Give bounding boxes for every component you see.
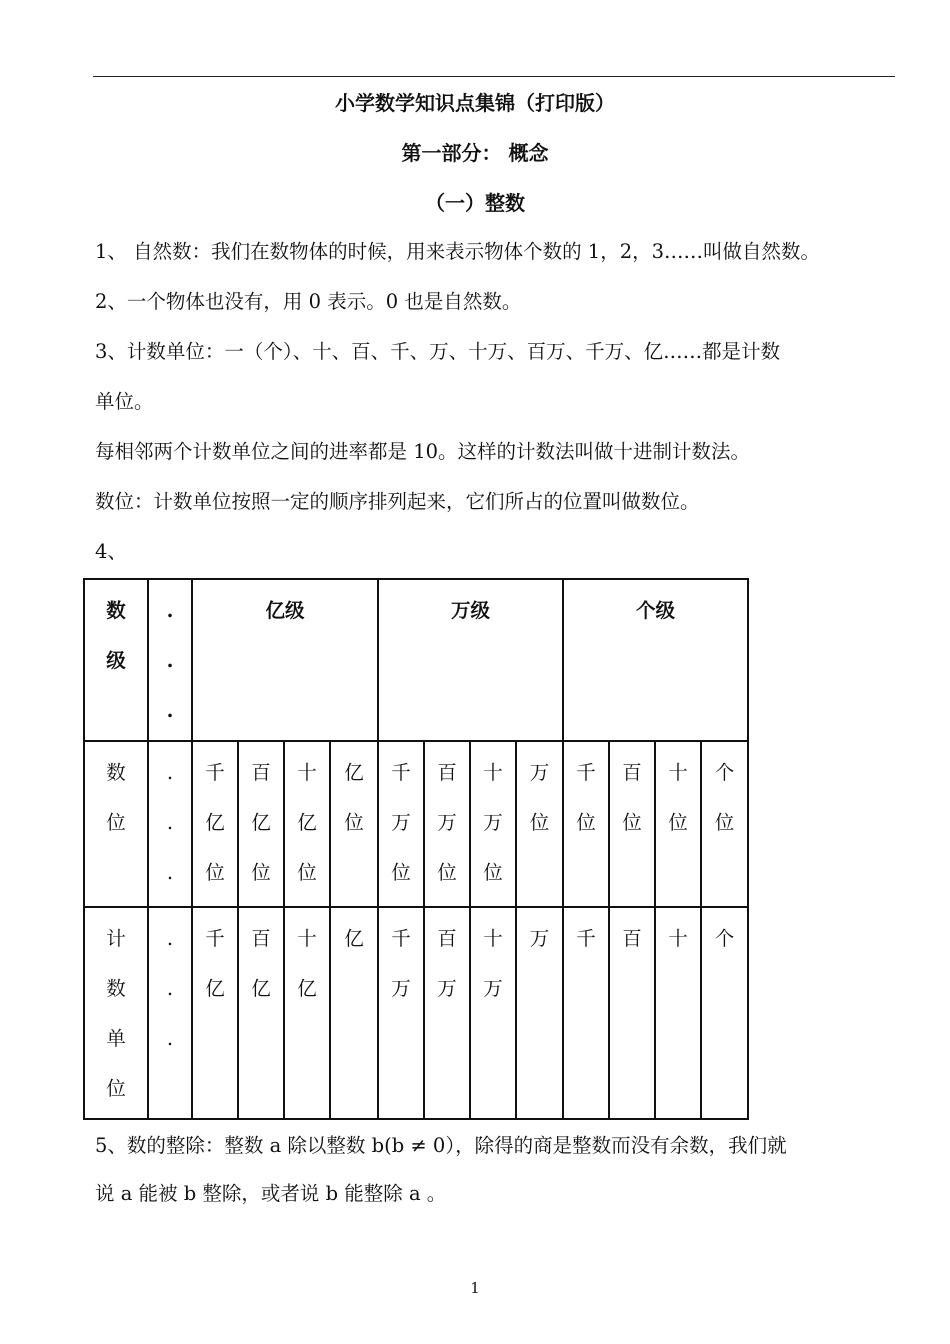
cell-char: 万 — [391, 977, 411, 1000]
table-cell — [424, 907, 470, 1119]
row-label-level — [84, 579, 148, 741]
paragraph-decimal-system: 每相邻两个计数单位之间的进率都是 10。这样的计数法叫做十进制计数法。 — [95, 440, 751, 463]
cell-char: 位 — [391, 861, 411, 884]
part-heading: 第一部分： 概念 — [401, 141, 549, 165]
cell-char: 位 — [714, 811, 735, 834]
cell-char: 位 — [529, 811, 550, 834]
table-cell — [516, 741, 563, 907]
document-title: 小学数学知识点集锦（打印版） — [335, 91, 615, 115]
table-cell — [192, 741, 238, 907]
cell-char: 亿 — [205, 811, 225, 834]
table-cell — [516, 907, 563, 1119]
cell-char: 百 — [622, 761, 642, 784]
row-label-unit — [84, 907, 148, 1119]
table-cell — [655, 907, 701, 1119]
cell-char: 位 — [483, 861, 503, 884]
group-label: 个级 — [636, 599, 676, 622]
cell-char: 十 — [483, 927, 503, 950]
cell-char: 亿 — [297, 811, 317, 834]
row-label-place — [84, 741, 148, 907]
cell-char: 百 — [437, 761, 457, 784]
table-cell — [238, 741, 284, 907]
cell-char: 千 — [205, 761, 225, 784]
place-value-table — [83, 578, 749, 1120]
table-cell — [609, 741, 655, 907]
cell-char: 十 — [297, 761, 317, 784]
cell-char: 位 — [576, 811, 596, 834]
table-cell — [378, 907, 424, 1119]
table-cell — [563, 741, 609, 907]
page-number: 1 — [470, 1279, 480, 1297]
cell-char: 位 — [106, 811, 126, 834]
table-cell — [470, 741, 516, 907]
table-cell — [284, 907, 330, 1119]
cell-char: 位 — [297, 861, 317, 884]
paragraph-place-value: 数位：计数单位按照一定的顺序排列起来，它们所占的位置叫做数位。 — [95, 490, 700, 513]
cell-char: . — [166, 927, 174, 950]
cell-char: 数 — [106, 761, 126, 784]
cell-char: 十 — [668, 761, 688, 784]
table-cell — [284, 741, 330, 907]
cell-char: 位 — [344, 811, 364, 834]
table-row-unit — [84, 907, 748, 1119]
cell-char: 亿 — [297, 977, 317, 1000]
cell-char: 位 — [205, 861, 225, 884]
cell-char: 数 — [106, 599, 126, 622]
cell-char: 十 — [668, 927, 688, 950]
cell-char: 单 — [106, 1027, 126, 1050]
table-row-level — [84, 579, 748, 741]
table-row-place — [84, 741, 748, 907]
cell-char: 位 — [251, 861, 271, 884]
table-cell — [330, 907, 378, 1119]
cell-char: . — [166, 761, 174, 784]
cell-char: 亿 — [344, 761, 364, 784]
table-cell — [424, 741, 470, 907]
cell-char: 万 — [437, 811, 457, 834]
cell-char: 万 — [529, 927, 550, 950]
paragraph-divisibility: 5、数的整除：整数 a 除以整数 b(b ≠ 0），除得的商是整数而没有余数，我们就 — [95, 1134, 787, 1157]
cell-char: 十 — [483, 761, 503, 784]
paragraph-zero: 2、一个物体也没有，用 0 表示。0 也是自然数。 — [95, 290, 522, 313]
cell-char: 位 — [622, 811, 642, 834]
row-dots — [148, 907, 192, 1119]
table-cell — [238, 907, 284, 1119]
cell-char: . — [166, 649, 174, 672]
cell-char: 万 — [391, 811, 411, 834]
cell-char: 亿 — [251, 977, 271, 1000]
table-cell — [609, 907, 655, 1119]
table-cell — [701, 741, 748, 907]
cell-char: 万 — [437, 977, 457, 1000]
cell-char: 万 — [529, 761, 550, 784]
cell-char: 个 — [714, 761, 735, 784]
cell-char: 个 — [714, 927, 735, 950]
cell-char: 千 — [576, 927, 596, 950]
cell-char: 位 — [668, 811, 688, 834]
paragraph-counting-units: 3、计数单位：一（个）、十、百、千、万、十万、百万、千万、亿……都是计数 — [95, 340, 781, 363]
cell-char: . — [166, 811, 174, 834]
paragraph-item-4: 4、 — [95, 540, 127, 563]
cell-char: 十 — [297, 927, 317, 950]
table-cell — [192, 907, 238, 1119]
section-heading: （一）整数 — [425, 191, 525, 215]
row-dots — [148, 579, 192, 741]
cell-char: 万 — [483, 811, 503, 834]
table-cell — [563, 907, 609, 1119]
table-cell — [378, 741, 424, 907]
cell-char: . — [166, 699, 174, 722]
cell-char: 亿 — [251, 811, 271, 834]
cell-char: . — [166, 861, 174, 884]
table-cell — [470, 907, 516, 1119]
cell-char: . — [166, 1027, 174, 1050]
table-cell — [330, 741, 378, 907]
cell-char: 万 — [483, 977, 503, 1000]
paragraph-natural-numbers: 1、 自然数：我们在数物体的时候，用来表示物体个数的 1，2，3……叫做自然数。 — [95, 240, 821, 263]
row-dots — [148, 741, 192, 907]
cell-char: 级 — [106, 649, 126, 672]
cell-char: 数 — [106, 977, 126, 1000]
group-wan — [378, 579, 563, 741]
paragraph-counting-units-cont: 单位。 — [95, 390, 154, 413]
table-cell — [655, 741, 701, 907]
cell-char: 计 — [106, 927, 126, 950]
cell-char: 千 — [391, 761, 411, 784]
cell-char: 千 — [391, 927, 411, 950]
cell-char: 千 — [205, 927, 225, 950]
cell-char: 亿 — [205, 977, 225, 1000]
cell-char: 百 — [622, 927, 642, 950]
cell-char: . — [166, 977, 174, 1000]
group-yi — [192, 579, 378, 741]
group-label: 万级 — [451, 599, 491, 622]
cell-char: 位 — [106, 1077, 126, 1100]
cell-char: 亿 — [344, 927, 364, 950]
cell-char: 千 — [576, 761, 596, 784]
cell-char: 百 — [251, 761, 271, 784]
table-cell — [701, 907, 748, 1119]
cell-char: 百 — [437, 927, 457, 950]
group-label: 亿级 — [265, 599, 305, 622]
cell-char: . — [166, 599, 174, 622]
cell-char: 百 — [251, 927, 271, 950]
paragraph-divisibility-cont: 说 a 能被 b 整除，或者说 b 能整除 a 。 — [95, 1182, 447, 1205]
group-ge — [563, 579, 748, 741]
header-rule — [93, 76, 895, 77]
cell-char: 位 — [437, 861, 457, 884]
